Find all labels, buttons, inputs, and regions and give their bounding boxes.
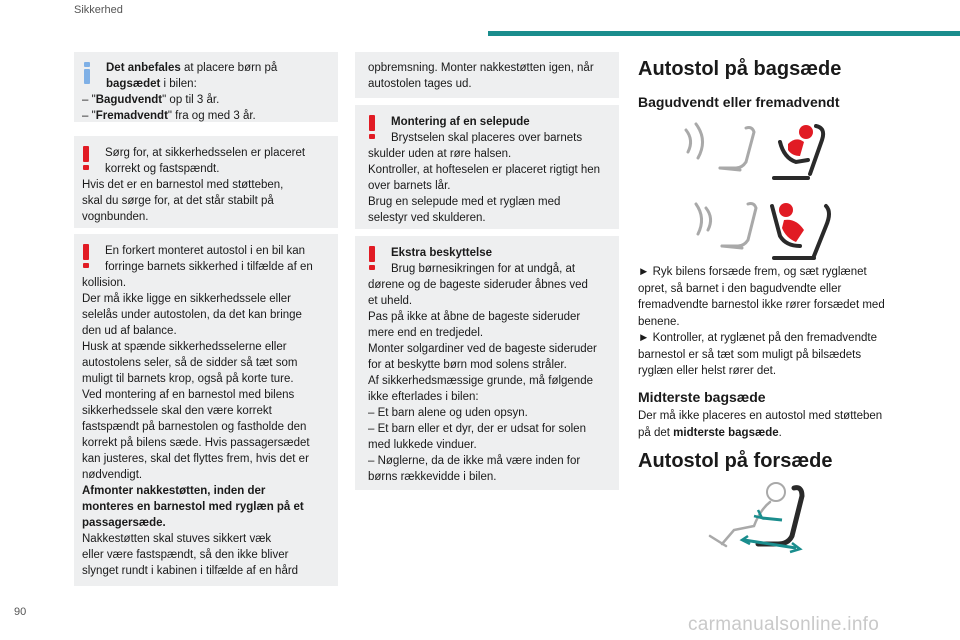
warning-line: sikkerhedssele skal den være korrekt <box>82 405 272 417</box>
warning-line: børns rækkevidde i bilen. <box>368 471 497 483</box>
warning-line: – Et barn alene og uden opsyn. <box>368 407 528 419</box>
rear-seat-instructions <box>638 264 938 380</box>
warning-line: – Nøglerne, da de ikke må være inden for <box>368 455 581 467</box>
warning-bold-line: monteres en barnestol med ryglæn på et <box>82 501 304 513</box>
instruction-line: barnestol er så tæt som muligt på bilsædets <box>638 348 862 361</box>
warning-line: Brug børnesikringen for at undgå, at <box>391 263 576 275</box>
continuation-line: autostolen tages ud. <box>368 78 472 90</box>
forward-facing-seat-illustration <box>676 196 836 264</box>
warning-line: En forkert monteret autostol i en bil kan <box>105 245 306 257</box>
warning-line: et uheld. <box>368 295 413 307</box>
middle-line: Der må ikke placeres en autostol med støtteben <box>638 410 883 422</box>
instruction-line: ► Ryk bilens forsæde frem, og sæt ryglænet <box>638 266 867 278</box>
warning-line: Brug en selepude med et ryglæn med <box>368 196 561 208</box>
warning-line: selelås under autostolen, da det kan bringe <box>82 309 302 321</box>
warning-line: Der må ikke ligge en sikkerhedssele eller <box>82 293 292 305</box>
heading-rear-seat: Autostol på bagsæde <box>638 58 842 80</box>
warning-line: mere end en tredjedel. <box>368 327 484 339</box>
subheading-facing: Bagudvendt eller fremadvendt <box>638 94 840 110</box>
page-number: 90 <box>14 606 27 618</box>
warning-line: skal du sørge for, at det står stabilt på <box>82 195 274 207</box>
warning-line: kan justeres, skal det flyttes frem, hvis det er <box>82 453 309 465</box>
warning-icon <box>83 244 90 268</box>
warning-line: Hvis det er en barnestol med støtteben, <box>82 179 284 191</box>
warning-line: korrekt og fastspændt. <box>105 163 220 175</box>
info-text: at placere børn på <box>180 62 278 74</box>
instruction-line: opret, så barnet i den bagudvendte eller <box>638 282 842 295</box>
warning-bold-line: passagersæde. <box>82 517 166 529</box>
info-text: i bilen: <box>160 78 197 90</box>
continuation-line: opbremsning. Monter nakkestøtten igen, når <box>368 62 594 74</box>
list-term: Bagudvendt <box>95 94 163 106</box>
warning-line: eller være fastspændt, så den ikke bliver <box>82 549 289 561</box>
warning-line: Nakkestøtten skal stuves sikkert væk <box>82 533 272 545</box>
middle-line <box>638 425 938 442</box>
instruction-line: benene. <box>638 315 680 328</box>
warning-line: Kontroller, at hofteselen er placeret rigtigt hen <box>368 164 601 176</box>
heading-front-seat: Autostol på forsæde <box>638 450 833 472</box>
instruction-line: ryglæn eller helst rører det. <box>638 365 777 377</box>
list-term: Fremadvendt <box>95 110 168 122</box>
section-title: Sikkerhed <box>74 4 123 16</box>
warning-title: Montering af en selepude <box>391 116 530 128</box>
warning-line: nødvendigt. <box>82 469 143 481</box>
warning-line: med lukkede vinduer. <box>368 439 477 451</box>
warning-line: Monter solgardiner ved de bageste sideruder <box>368 343 597 355</box>
front-seat-illustration <box>704 480 814 556</box>
warning-line: den ud af balance. <box>82 325 177 337</box>
middle-text: på det <box>638 426 674 439</box>
warning-line: autostolens seler, så de sidder så tæt som <box>82 357 298 369</box>
warning-icon <box>369 246 376 270</box>
info-lead: Det anbefales <box>106 62 181 74</box>
warning-line: korrekt på bilens sæde. Hvis passagersædet <box>82 437 310 449</box>
instruction-line: ► Kontroller, at ryglænet på den fremadvendte <box>638 332 877 344</box>
continuation-box <box>355 52 619 98</box>
warning-line: slynget rundt i kabinen i tilfælde af en hård <box>82 565 299 577</box>
warning-line: over barnets lår. <box>368 180 451 192</box>
info-box <box>74 52 338 122</box>
warning-box-protection <box>355 236 619 490</box>
list-dash: – " <box>82 110 96 122</box>
warning-line: Sørg for, at sikkerhedsselen er placeret <box>105 147 306 159</box>
subheading-middle-seat: Midterste bagsæde <box>638 389 766 405</box>
warning-box-seatbelt <box>74 136 338 228</box>
warning-line: Ved montering af en barnestol med bilens <box>82 389 295 401</box>
warning-line: selestyr ved skulderen. <box>368 212 486 224</box>
warning-icon <box>83 146 90 170</box>
warning-icon <box>369 115 376 139</box>
middle-seat-text <box>638 408 938 441</box>
middle-text: . <box>778 426 782 439</box>
warning-box-installation <box>74 234 338 586</box>
warning-line: Husk at spænde sikkerhedsselerne eller <box>82 341 287 353</box>
header-accent-bar <box>488 31 960 36</box>
list-text: " fra og med 3 år. <box>167 110 256 122</box>
warning-line: forringe barnets sikkerhed i tilfælde af en <box>105 261 313 273</box>
warning-line: Brystselen skal placeres over barnets <box>391 132 583 144</box>
warning-line: vognbunden. <box>82 211 149 223</box>
warning-box-booster <box>355 105 619 229</box>
info-emph: bagsædet <box>106 78 161 90</box>
list-text: " op til 3 år. <box>162 94 220 106</box>
warning-bold-line: Afmonter nakkestøtten, inden der <box>82 485 266 497</box>
warning-line: skulder uden at røre halsen. <box>368 148 512 160</box>
middle-emph: midterste bagsæde <box>673 426 779 439</box>
warning-line: dørene og de bageste sideruder åbnes ved <box>368 279 588 291</box>
warning-line: ikke efterlades i bilen: <box>368 391 479 403</box>
warning-line: for at beskytte børn mod solens stråler. <box>368 359 567 371</box>
info-icon <box>84 62 90 84</box>
rear-facing-seat-illustration <box>676 118 836 182</box>
warning-line: – Et barn eller et dyr, der er udsat for solen <box>368 423 586 435</box>
warning-line: Pas på ikke at åbne de bageste sideruder <box>368 311 581 323</box>
warning-line: muligt til barnets krop, også på korte ture. <box>82 373 294 385</box>
instruction-line: fremadvendte barnestol ikke rører forsædet med <box>638 299 885 311</box>
warning-line: Af sikkerhedsmæssige grunde, må følgende <box>368 375 593 387</box>
watermark: carmanualsonline.info <box>688 614 880 635</box>
warning-line: kollision. <box>82 277 127 289</box>
warning-line: fastspændt på barnestolen og fastholde den <box>82 421 307 433</box>
list-dash: – " <box>82 94 96 106</box>
warning-title: Ekstra beskyttelse <box>391 247 493 259</box>
